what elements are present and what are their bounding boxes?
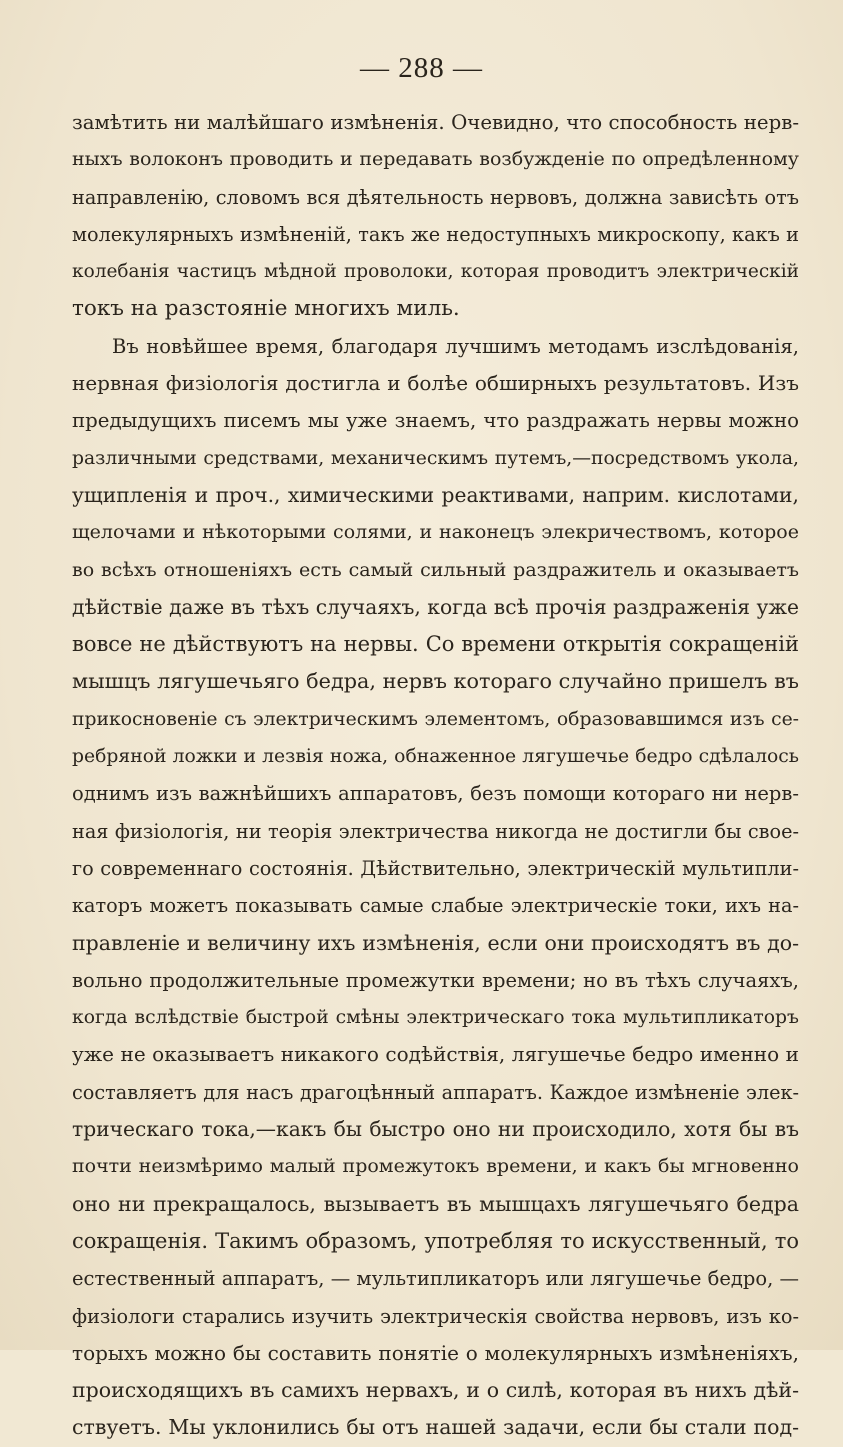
text-line: когда вслѣдствіе быстрой смѣны электрическаго тока мультипликаторъ	[72, 1007, 799, 1029]
text-line: почти неизмѣримо малый промежутокъ времени, и какъ бы мгновенно	[72, 1155, 799, 1178]
page-number: — 288 —	[360, 52, 483, 84]
text-line: вовсе не дѣйствуютъ на нервы. Со времени открытія сокращеній	[72, 632, 799, 657]
text-line: естественный аппаратъ, — мультипликаторъ или лягушечье бедро, —	[72, 1267, 799, 1291]
text-line: уже не оказываетъ никакого содѣйствія, лягушечье бедро именно и	[72, 1042, 799, 1067]
paragraph-start-line: Въ новѣйшее время, благодаря лучшимъ методамъ изслѣдованія,	[112, 334, 799, 358]
text-line: сокращенія. Такимъ образомъ, употребляя то искусственный, то	[72, 1228, 799, 1253]
text-line: ребряной ложки и лезвія ножа, обнаженное лягушечье бедро сдѣлалось	[72, 746, 799, 768]
text-line: правленіе и величину ихъ измѣненія, если они происходятъ въ до-	[72, 930, 799, 955]
text-line: замѣтить ни малѣйшаго измѣненія. Очевидно, что способность нерв-	[72, 111, 799, 134]
text-line: колебанія частицъ мѣдной проволоки, которая проводитъ электрическій	[72, 261, 799, 283]
text-line: предыдущихъ писемъ мы уже знаемъ, что раздражать нервы можно	[72, 409, 799, 433]
text-line: щелочами и нѣкоторыми солями, и наконецъ элекричествомъ, которое	[72, 521, 799, 544]
text-line: торыхъ можно бы составить понятіе о молекулярныхъ измѣненіяхъ,	[72, 1340, 799, 1365]
text-line: ствуетъ. Мы уклонились бы отъ нашей задачи, если бы стали под-	[72, 1415, 799, 1440]
text-line: ныхъ волоконъ проводить и передавать возбужденіе по опредѣленному	[72, 148, 799, 171]
text-line: токъ на разстояніе многихъ миль.	[72, 296, 460, 322]
body-text	[72, 104, 799, 1447]
text-line: вольно продолжительные промежутки времени; но въ тѣхъ случаяхъ,	[72, 968, 799, 992]
text-line: различными средствами, механическимъ путемъ,—посредствомъ укола,	[72, 447, 799, 469]
text-line: дѣйствіе даже въ тѣхъ случаяхъ, когда всѣ прочія раздраженія уже	[72, 594, 799, 619]
text-line: во всѣхъ отношеніяхъ есть самый сильный раздражитель и оказываетъ	[72, 558, 799, 581]
text-line: мышцъ лягушечьяго бедра, нервъ котораго случайно пришелъ въ	[72, 669, 799, 694]
text-line: нервная физіологія достигла и болѣе обширныхъ результатовъ. Изъ	[72, 371, 799, 396]
text-line: направленію, словомъ вся дѣятельность нервовъ, должна зависѣть отъ	[72, 185, 799, 209]
text-line: трическаго тока,—какъ бы быстро оно ни происходило, хотя бы въ	[72, 1117, 799, 1142]
text-line: происходящихъ въ самихъ нервахъ, и о силѣ, которая въ нихъ дѣй-	[72, 1378, 799, 1403]
text-line: ная физіологія, ни теорія электричества никогда не достигли бы свое-	[72, 819, 799, 843]
text-line: составляетъ для насъ драгоцѣнный аппаратъ. Каждое измѣненіе элек-	[72, 1080, 799, 1104]
text-line: оно ни прекращалось, вызываетъ въ мышцахъ лягушечьяго бедра	[72, 1191, 799, 1216]
text-line: физіологи старались изучить электрическія свойства нервовъ, изъ ко-	[72, 1304, 799, 1328]
text-line: молекулярныхъ измѣненій, такъ же недоступныхъ микроскопу, какъ и	[72, 222, 799, 246]
text-line: однимъ изъ важнѣйшихъ аппаратовъ, безъ помощи котораго ни нерв-	[72, 782, 799, 806]
text-line: ущипленія и проч., химическими реактивами, наприм. кислотами,	[72, 482, 799, 507]
text-line: го современнаго состоянія. Дѣйствительно, электрическій мультипли-	[72, 856, 799, 880]
text-line: каторъ можетъ показывать самые слабые электрическіе токи, ихъ на-	[72, 894, 799, 918]
text-line: прикосновеніе съ электрическимъ элементомъ, образовавшимся изъ се-	[72, 708, 799, 730]
